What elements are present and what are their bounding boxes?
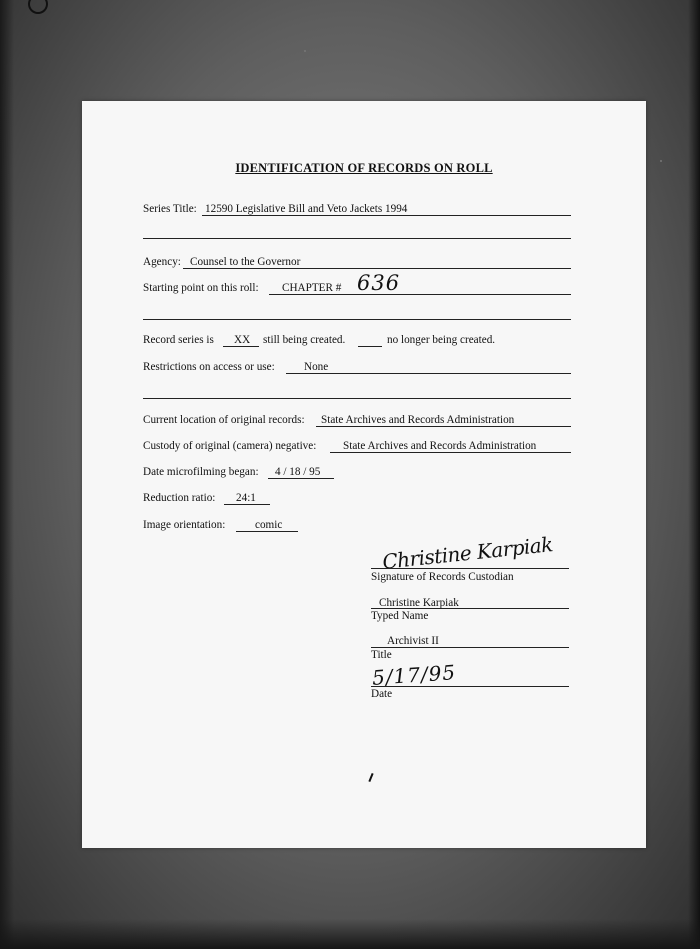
starting-point-rule xyxy=(269,294,571,295)
date-label: Date xyxy=(371,688,393,700)
series-title-label: Series Title: xyxy=(143,203,197,215)
agency-value: Counsel to the Governor xyxy=(190,256,301,268)
date-began-value: 4 / 18 / 95 xyxy=(275,466,321,478)
title-value: Archivist II xyxy=(387,635,439,647)
form-title: IDENTIFICATION OF RECORDS ON ROLL xyxy=(235,161,493,175)
restrictions-rule xyxy=(286,373,571,374)
record-series-label: Record series is xyxy=(143,334,214,346)
custody-value: State Archives and Records Administration xyxy=(343,440,537,452)
title-label: Title xyxy=(371,649,392,661)
typed-name-label: Typed Name xyxy=(371,610,429,622)
no-longer-created-rule xyxy=(358,346,382,347)
starting-point-continuation-line xyxy=(143,319,571,320)
signature-rule xyxy=(371,568,569,569)
film-edge-right xyxy=(688,0,700,949)
signature-label: Signature of Records Custodian xyxy=(371,571,514,583)
restrictions-label: Restrictions on access or use: xyxy=(143,361,275,373)
agency-label: Agency: xyxy=(143,256,181,268)
custodian-signature: Christine Karpiak xyxy=(381,532,554,574)
no-longer-created-label: no longer being created. xyxy=(387,334,496,346)
typed-name-value: Christine Karpiak xyxy=(379,597,459,609)
image-orientation-value: comic xyxy=(255,519,283,531)
reduction-ratio-value: 24:1 xyxy=(236,492,256,504)
title-rule xyxy=(371,647,569,648)
still-being-created-rule xyxy=(223,346,259,347)
starting-point-value: CHAPTER # xyxy=(282,282,342,294)
signed-date-handwritten: 5/17/95 xyxy=(371,660,457,690)
typed-name-rule xyxy=(371,608,569,609)
series-title-continuation-line xyxy=(143,238,571,239)
form-page xyxy=(82,101,646,848)
film-edge-bottom xyxy=(0,919,700,949)
restrictions-continuation-line xyxy=(143,398,571,399)
still-being-created-mark: XX xyxy=(234,334,251,346)
current-location-label: Current location of original records: xyxy=(143,414,305,426)
chapter-number-handwritten: 636 xyxy=(357,271,401,295)
custody-rule xyxy=(330,452,571,453)
date-began-rule xyxy=(268,478,334,479)
corner-mark-icon xyxy=(28,0,48,14)
image-orientation-label: Image orientation: xyxy=(143,519,226,531)
current-location-rule xyxy=(316,426,571,427)
date-rule xyxy=(371,686,569,687)
dust-speck xyxy=(304,50,306,52)
reduction-ratio-label: Reduction ratio: xyxy=(143,492,216,504)
dust-speck xyxy=(660,160,662,162)
series-title-value: 12590 Legislative Bill and Veto Jackets 1994 xyxy=(205,203,408,215)
starting-point-label: Starting point on this roll: xyxy=(143,282,259,294)
stray-pen-mark xyxy=(368,773,373,782)
still-being-created-label: still being created. xyxy=(263,334,346,346)
series-title-rule xyxy=(202,215,571,216)
restrictions-value: None xyxy=(304,361,329,373)
agency-rule xyxy=(183,268,571,269)
reduction-ratio-rule xyxy=(224,504,270,505)
custody-label: Custody of original (camera) negative: xyxy=(143,440,317,452)
current-location-value: State Archives and Records Administration xyxy=(321,414,515,426)
date-began-label: Date microfilming began: xyxy=(143,466,259,478)
film-edge-left xyxy=(0,0,14,949)
image-orientation-rule xyxy=(236,531,298,532)
